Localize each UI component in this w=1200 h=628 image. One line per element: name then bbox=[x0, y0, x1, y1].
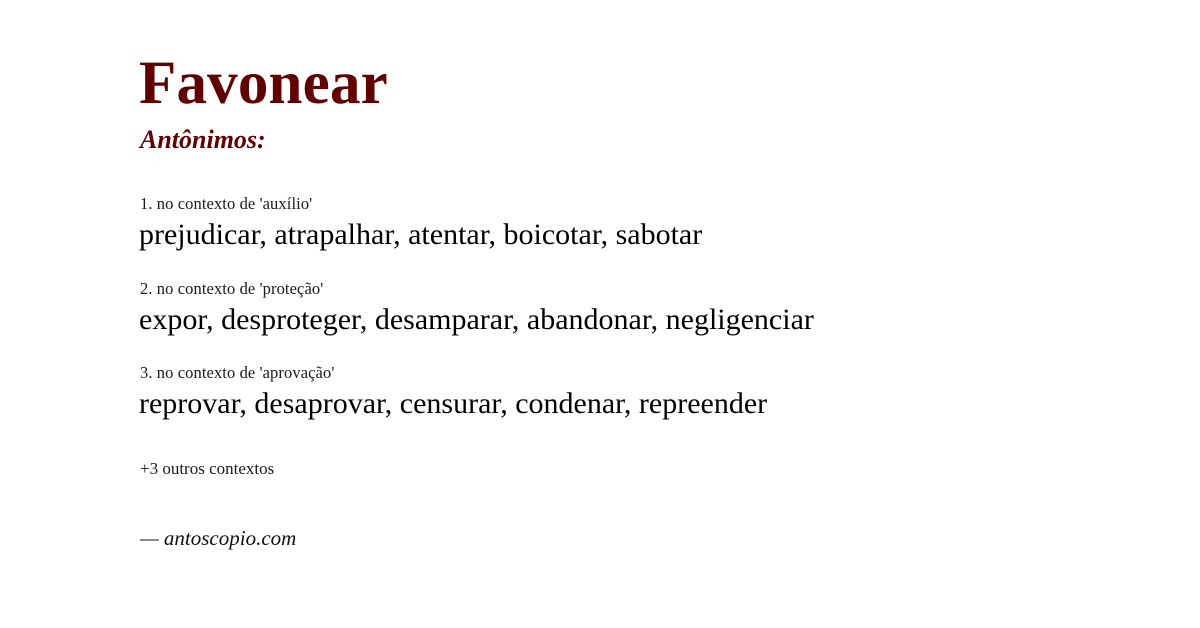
list-item bbox=[139, 363, 1200, 423]
list-item bbox=[139, 279, 1200, 339]
source-attribution: — antoscopio.com bbox=[140, 525, 297, 550]
sense-context-label: 3. no contexto de 'aprovação' bbox=[140, 363, 335, 383]
page-title: Favonear bbox=[139, 50, 388, 117]
sense-list bbox=[139, 194, 1200, 423]
sense-antonyms: expor, desproteger, desamparar, abandonar, negligenciar bbox=[139, 302, 814, 336]
sense-antonyms: prejudicar, atrapalhar, atentar, boicotar, sabotar bbox=[139, 218, 703, 252]
section-subtitle: Antônimos: bbox=[140, 125, 266, 155]
sense-context-label: 2. no contexto de 'proteção' bbox=[140, 278, 324, 298]
list-item bbox=[139, 194, 1200, 254]
sense-antonyms: reprovar, desaprovar, censurar, condenar, repreender bbox=[139, 387, 768, 421]
more-contexts-note: +3 outros contextos bbox=[140, 458, 275, 478]
sense-context-label: 1. no contexto de 'auxílio' bbox=[140, 194, 313, 214]
